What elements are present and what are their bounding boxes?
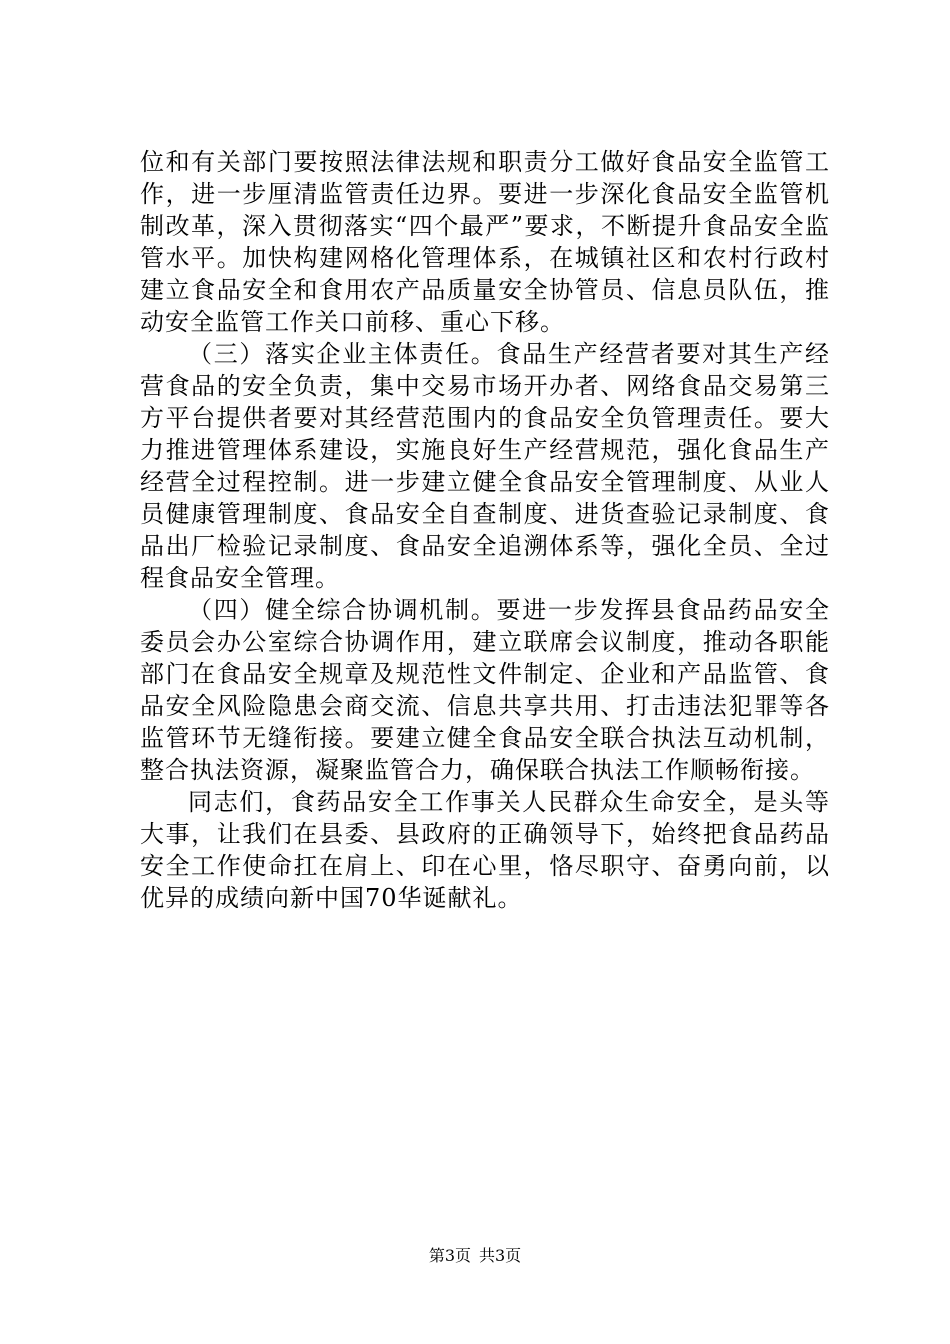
page-footer [0, 1246, 950, 1266]
page-number-total: 共3页 [479, 1246, 522, 1265]
paragraph-section-3: （三）落实企业主体责任。食品生产经营者要对其生产经营食品的安全负责，集中交易市场开办者、网络食品交易第三方平台提供者要对其经营范围内的食品安全负管理责任。要大力推进管理体系建设，实施良好生产经营规范，强化食品生产经营全过程控制。进一步建立健全食品安全管理制度、从业人员健康管理制度、食品安全自查制度、进货查验记录制度、食品出厂检验记录制度、食品安全追溯体系等，强化全员、全过程食品安全管理。 [140, 340, 830, 592]
paragraph-closing: 同志们，食药品安全工作事关人民群众生命安全，是头等大事，让我们在县委、县政府的正确领导下，始终把食品药品安全工作使命扛在肩上、印在心里，恪尽职守、奋勇向前，以优异的成绩向新中国70华诞献礼。 [140, 788, 830, 912]
paragraph-section-4: （四）健全综合协调机制。要进一步发挥县食品药品安全委员会办公室综合协调作用，建立联席会议制度，推动各职能部门在食品安全规章及规范性文件制定、企业和产品监管、食品安全风险隐患会商交流、信息共享共用、打击违法犯罪等各监管环节无缝衔接。要建立健全食品安全联合执法互动机制，整合执法资源，凝聚监管合力，确保联合执法工作顺畅衔接。 [140, 596, 830, 784]
body-text [140, 146, 830, 914]
paragraph-continuation: 位和有关部门要按照法律法规和职责分工做好食品安全监管工作，进一步厘清监管责任边界。要进一步深化食品安全监管机制改革，深入贯彻落实“四个最严”要求，不断提升食品安全监管水平。加快构建网格化管理体系，在城镇社区和农村行政村建立食品安全和食用农产品质量安全协管员、信息员队伍，推动安全监管工作关口前移、重心下移。 [140, 148, 830, 336]
page-number-current: 第3页 [428, 1246, 471, 1265]
